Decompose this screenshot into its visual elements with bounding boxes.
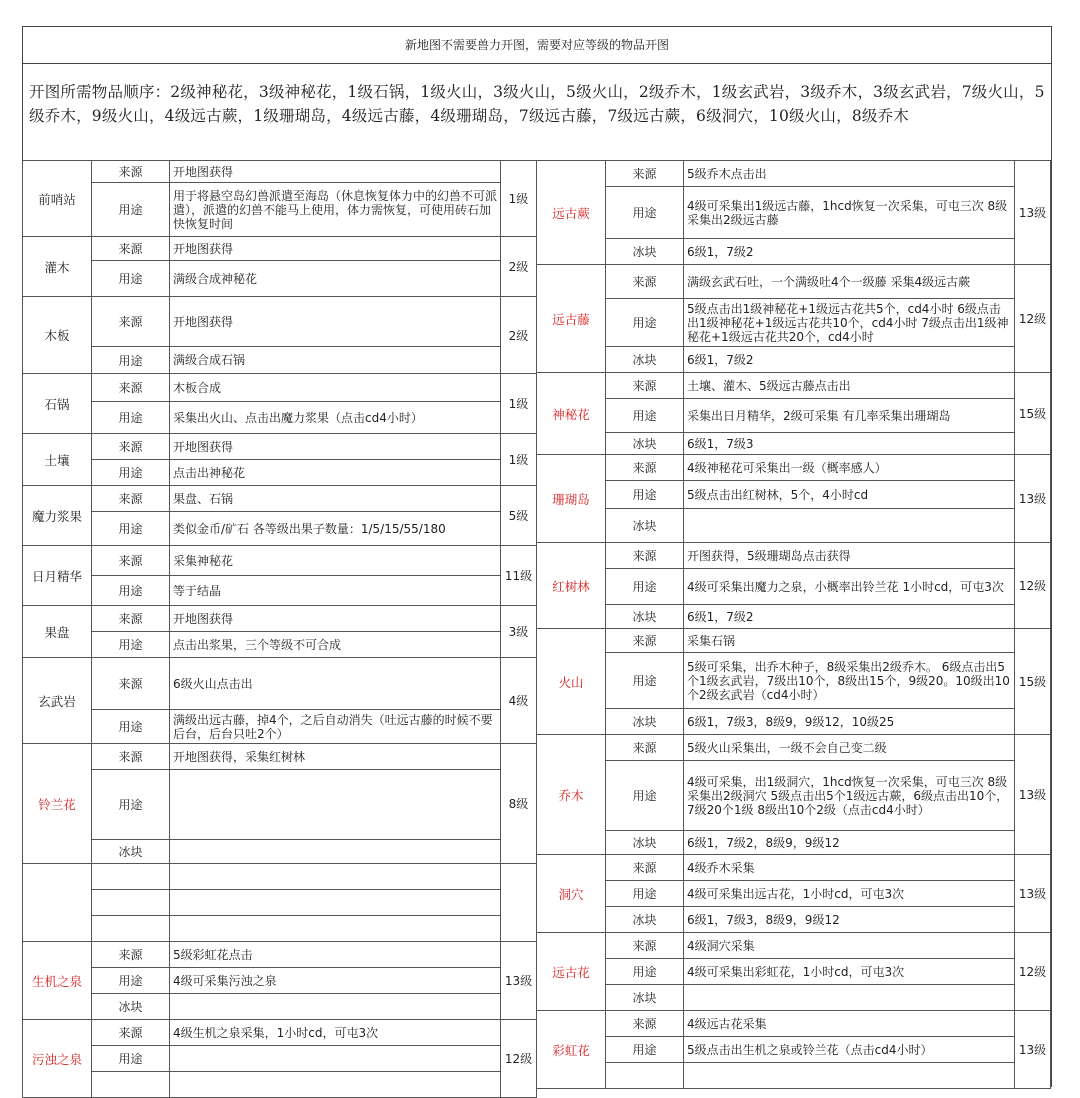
row-description-cell: 果盘、石锅 xyxy=(170,486,501,512)
table-row xyxy=(23,1046,537,1072)
row-type-cell: 用途 xyxy=(606,481,684,509)
table-row xyxy=(23,512,537,546)
item-name-cell: 珊瑚岛 xyxy=(537,455,606,543)
row-type-cell: 来源 xyxy=(606,735,684,761)
table-row xyxy=(537,735,1051,761)
table-row xyxy=(537,509,1051,543)
right-item-table xyxy=(536,160,1051,1089)
table-row xyxy=(23,347,537,374)
row-description-cell xyxy=(170,890,501,916)
table-row xyxy=(537,455,1051,481)
item-name-cell: 灌木 xyxy=(23,237,92,297)
table-row xyxy=(23,1072,537,1098)
item-name-cell: 远古藤 xyxy=(537,265,606,373)
item-name-cell: 石锅 xyxy=(23,374,92,434)
row-description-cell: 采集神秘花 xyxy=(170,546,501,576)
row-description-cell: 4级远古花采集 xyxy=(684,1011,1015,1037)
table-row xyxy=(537,653,1051,709)
row-description-cell: 5级彩虹花点击 xyxy=(170,942,501,968)
row-description-cell xyxy=(684,1063,1015,1089)
row-description-cell: 开地图获得，采集红树林 xyxy=(170,744,501,770)
row-description-cell: 4级洞穴采集 xyxy=(684,933,1015,959)
max-level-cell: 12级 xyxy=(1015,543,1051,629)
item-name-cell: 果盘 xyxy=(23,606,92,658)
table-row xyxy=(23,994,537,1020)
row-type-cell: 冰块 xyxy=(606,709,684,735)
table-row xyxy=(537,239,1051,265)
max-level-cell: 4级 xyxy=(501,658,537,744)
row-description-cell: 6级1，7级3，8级9，9级12，10级25 xyxy=(684,709,1015,735)
table-row xyxy=(23,183,537,237)
table-row xyxy=(23,632,537,658)
max-level-cell: 5级 xyxy=(501,486,537,546)
row-description-cell: 开地图获得 xyxy=(170,434,501,460)
max-level-cell: 1级 xyxy=(501,374,537,434)
row-description-cell: 6级1，7级2，8级9，9级12 xyxy=(684,831,1015,855)
row-description-cell: 6级火山点击出 xyxy=(170,658,501,710)
row-description-cell: 土壤、灌木、5级远古藤点击出 xyxy=(684,373,1015,399)
row-description-cell: 4级可采集出彩虹花，1小时cd，可屯3次 xyxy=(684,959,1015,985)
max-level-cell: 2级 xyxy=(501,237,537,297)
item-name-cell xyxy=(23,864,92,942)
row-type-cell: 用途 xyxy=(92,402,170,434)
item-name-cell: 远古花 xyxy=(537,933,606,1011)
max-level-cell: 13级 xyxy=(501,942,537,1020)
max-level-cell: 11级 xyxy=(501,546,537,606)
table-row xyxy=(23,770,537,840)
row-description-cell: 采集石锅 xyxy=(684,629,1015,653)
row-type-cell: 冰块 xyxy=(606,831,684,855)
table-row xyxy=(23,916,537,942)
left-item-table xyxy=(22,160,537,1098)
table-row xyxy=(537,1037,1051,1063)
max-level-cell: 13级 xyxy=(1015,735,1051,855)
max-level-cell: 13级 xyxy=(1015,855,1051,933)
row-type-cell: 用途 xyxy=(606,761,684,831)
max-level-cell: 12级 xyxy=(1015,265,1051,373)
row-description-cell: 4级生机之泉采集，1小时cd，可屯3次 xyxy=(170,1020,501,1046)
row-type-cell: 用途 xyxy=(92,632,170,658)
item-name-cell: 洞穴 xyxy=(537,855,606,933)
row-type-cell: 用途 xyxy=(606,959,684,985)
row-description-cell: 开地图获得 xyxy=(170,297,501,347)
row-description-cell: 4级可采集，出1级洞穴，1hcd恢复一次采集，可屯三次 8级采集出2级洞穴 5级点击出5个1级远古蕨，6级点击出10个，7级20个1级 8级出10个2级（点击cd4小时） xyxy=(684,761,1015,831)
row-type-cell: 冰块 xyxy=(606,985,684,1011)
table-row xyxy=(23,486,537,512)
row-type-cell: 来源 xyxy=(606,543,684,569)
row-type-cell: 来源 xyxy=(92,237,170,261)
row-type-cell: 用途 xyxy=(606,569,684,605)
row-description-cell: 开地图获得 xyxy=(170,606,501,632)
row-type-cell: 来源 xyxy=(606,629,684,653)
table-row xyxy=(23,402,537,434)
row-type-cell: 用途 xyxy=(92,770,170,840)
table-row xyxy=(23,606,537,632)
row-description-cell xyxy=(170,840,501,864)
page-title: 新地图不需要兽力开图，需要对应等级的物品开图 xyxy=(23,27,1051,64)
row-description-cell: 满级玄武石吐，一个满级吐4个一级藤 采集4级远古蕨 xyxy=(684,265,1015,299)
row-description-cell: 6级1，7级2 xyxy=(684,239,1015,265)
table-row xyxy=(537,959,1051,985)
row-type-cell xyxy=(92,890,170,916)
table-row xyxy=(23,576,537,606)
row-description-cell: 5级乔木点击出 xyxy=(684,161,1015,187)
table-row xyxy=(537,481,1051,509)
table-row xyxy=(537,709,1051,735)
row-type-cell: 来源 xyxy=(606,933,684,959)
table-row xyxy=(23,261,537,297)
row-type-cell xyxy=(92,864,170,890)
table-row xyxy=(23,161,537,183)
row-type-cell: 来源 xyxy=(92,434,170,460)
max-level-cell: 2级 xyxy=(501,297,537,374)
row-description-cell: 木板合成 xyxy=(170,374,501,402)
max-level-cell xyxy=(501,864,537,942)
table-row xyxy=(537,543,1051,569)
row-type-cell xyxy=(92,1072,170,1098)
table-row xyxy=(23,864,537,890)
table-row xyxy=(537,1011,1051,1037)
item-name-cell: 日月精华 xyxy=(23,546,92,606)
row-description-cell: 5级可采集，出乔木种子，8级采集出2级乔木。 6级点击出5个1级玄武岩，7级出10个，8级出15个，9级20。10级出10个2级玄武岩（cd4小时） xyxy=(684,653,1015,709)
row-description-cell xyxy=(684,509,1015,543)
row-type-cell: 用途 xyxy=(606,187,684,239)
table-row xyxy=(23,890,537,916)
row-description-cell: 5级点击出红树林，5个，4小时cd xyxy=(684,481,1015,509)
right-table-container xyxy=(536,160,1051,1089)
table-row xyxy=(23,374,537,402)
table-row xyxy=(537,933,1051,959)
row-description-cell xyxy=(170,770,501,840)
row-description-cell: 4级可采集出远古花，1小时cd，可屯3次 xyxy=(684,881,1015,907)
row-description-cell xyxy=(170,1046,501,1072)
row-type-cell: 来源 xyxy=(606,855,684,881)
row-type-cell: 来源 xyxy=(92,1020,170,1046)
row-type-cell: 来源 xyxy=(92,297,170,347)
max-level-cell: 13级 xyxy=(1015,455,1051,543)
table-row xyxy=(537,605,1051,629)
row-type-cell: 冰块 xyxy=(606,605,684,629)
table-row xyxy=(537,881,1051,907)
item-name-cell: 远古蕨 xyxy=(537,161,606,265)
row-description-cell: 点击出浆果，三个等级不可合成 xyxy=(170,632,501,658)
row-type-cell: 用途 xyxy=(606,1037,684,1063)
row-description-cell: 6级1，7级2 xyxy=(684,347,1015,373)
row-description-cell: 4级可采集污浊之泉 xyxy=(170,968,501,994)
row-description-cell xyxy=(684,985,1015,1011)
table-row xyxy=(537,347,1051,373)
max-level-cell: 1级 xyxy=(501,434,537,486)
table-row xyxy=(23,1020,537,1046)
item-name-cell: 生机之泉 xyxy=(23,942,92,1020)
table-row xyxy=(23,434,537,460)
row-type-cell: 用途 xyxy=(92,1046,170,1072)
row-type-cell: 冰块 xyxy=(606,347,684,373)
row-description-cell: 开地图获得 xyxy=(170,237,501,261)
row-type-cell: 用途 xyxy=(92,710,170,744)
row-type-cell: 用途 xyxy=(606,881,684,907)
table-row xyxy=(537,831,1051,855)
item-name-cell: 铃兰花 xyxy=(23,744,92,864)
row-type-cell: 用途 xyxy=(606,299,684,347)
row-description-cell: 5级点击出1级神秘花+1级远古花共5个，cd4小时 6级点击出1级神秘花+1级远古花共10个，cd4小时 7级点击出1级神秘花+1级远古花共20个，cd4小时 xyxy=(684,299,1015,347)
row-description-cell: 5级点击出生机之泉或铃兰花（点击cd4小时） xyxy=(684,1037,1015,1063)
item-name-cell: 魔力浆果 xyxy=(23,486,92,546)
row-type-cell: 冰块 xyxy=(606,239,684,265)
row-description-cell: 满级合成石锅 xyxy=(170,347,501,374)
row-type-cell: 冰块 xyxy=(606,433,684,455)
table-row xyxy=(23,658,537,710)
row-description-cell xyxy=(170,916,501,942)
table-row xyxy=(537,299,1051,347)
table-row xyxy=(537,1063,1051,1089)
item-name-cell: 火山 xyxy=(537,629,606,735)
row-type-cell: 来源 xyxy=(606,265,684,299)
row-description-cell xyxy=(170,1072,501,1098)
row-type-cell: 来源 xyxy=(92,546,170,576)
item-name-cell: 玄武岩 xyxy=(23,658,92,744)
row-type-cell: 用途 xyxy=(606,399,684,433)
row-type-cell xyxy=(92,916,170,942)
row-description-cell: 采集出日月精华，2级可采集 有几率采集出珊瑚岛 xyxy=(684,399,1015,433)
row-type-cell: 来源 xyxy=(92,374,170,402)
row-type-cell: 用途 xyxy=(92,968,170,994)
table-row xyxy=(537,985,1051,1011)
table-row xyxy=(23,942,537,968)
table-row xyxy=(23,968,537,994)
table-row xyxy=(537,569,1051,605)
table-row xyxy=(537,265,1051,299)
row-type-cell: 来源 xyxy=(606,161,684,187)
row-type-cell: 用途 xyxy=(92,512,170,546)
table-row xyxy=(23,744,537,770)
row-type-cell: 来源 xyxy=(92,942,170,968)
row-description-cell xyxy=(170,864,501,890)
row-description-cell: 4级乔木采集 xyxy=(684,855,1015,881)
table-row xyxy=(537,855,1051,881)
table-row xyxy=(537,907,1051,933)
row-description-cell: 点击出神秘花 xyxy=(170,460,501,486)
row-description-cell: 等于结晶 xyxy=(170,576,501,606)
max-level-cell: 13级 xyxy=(1015,1011,1051,1089)
row-type-cell: 来源 xyxy=(606,455,684,481)
table-row xyxy=(23,710,537,744)
row-type-cell: 来源 xyxy=(606,1011,684,1037)
max-level-cell: 12级 xyxy=(501,1020,537,1098)
row-type-cell: 用途 xyxy=(92,183,170,237)
row-description-cell: 采集出火山、点击出魔力浆果（点击cd4小时） xyxy=(170,402,501,434)
item-name-cell: 污浊之泉 xyxy=(23,1020,92,1098)
item-name-cell: 木板 xyxy=(23,297,92,374)
row-type-cell: 冰块 xyxy=(92,994,170,1020)
row-description-cell: 6级1，7级3 xyxy=(684,433,1015,455)
row-type-cell xyxy=(606,1063,684,1089)
row-type-cell: 来源 xyxy=(92,658,170,710)
row-type-cell: 来源 xyxy=(92,606,170,632)
table-row xyxy=(23,546,537,576)
item-name-cell: 彩虹花 xyxy=(537,1011,606,1089)
row-type-cell: 用途 xyxy=(92,347,170,374)
row-description-cell: 开图获得，5级珊瑚岛点击获得 xyxy=(684,543,1015,569)
table-row xyxy=(23,840,537,864)
table-row xyxy=(537,187,1051,239)
row-type-cell: 用途 xyxy=(92,261,170,297)
table-row xyxy=(537,433,1051,455)
row-description-cell: 6级1，7级2 xyxy=(684,605,1015,629)
row-description-cell: 满级出远古藤，掉4个，之后自动消失（吐远古藤的时候不要后台，后台只吐2个） xyxy=(170,710,501,744)
max-level-cell: 1级 xyxy=(501,161,537,237)
row-type-cell: 冰块 xyxy=(606,509,684,543)
row-description-cell xyxy=(170,994,501,1020)
item-name-cell: 前哨站 xyxy=(23,161,92,237)
max-level-cell: 15级 xyxy=(1015,373,1051,455)
table-row xyxy=(537,161,1051,187)
row-description-cell: 满级合成神秘花 xyxy=(170,261,501,297)
table-row xyxy=(23,460,537,486)
row-type-cell: 来源 xyxy=(92,161,170,183)
max-level-cell: 15级 xyxy=(1015,629,1051,735)
table-row xyxy=(23,237,537,261)
row-type-cell: 冰块 xyxy=(606,907,684,933)
row-type-cell: 来源 xyxy=(606,373,684,399)
row-description-cell: 类似金币/矿石 各等级出果子数量：1/5/15/55/180 xyxy=(170,512,501,546)
row-type-cell: 用途 xyxy=(606,653,684,709)
table-row xyxy=(537,761,1051,831)
item-name-cell: 红树林 xyxy=(537,543,606,629)
max-level-cell: 8级 xyxy=(501,744,537,864)
table-row xyxy=(23,297,537,347)
row-type-cell: 冰块 xyxy=(92,840,170,864)
row-description-cell: 4级神秘花可采集出一级（概率感人） xyxy=(684,455,1015,481)
table-row xyxy=(537,629,1051,653)
item-name-cell: 土壤 xyxy=(23,434,92,486)
row-type-cell: 来源 xyxy=(92,744,170,770)
row-description-cell: 4级可采集出魔力之泉，小概率出铃兰花 1小时cd，可屯3次 xyxy=(684,569,1015,605)
row-description-cell: 4级可采集出1级远古藤，1hcd恢复一次采集，可屯三次 8级采集出2级远古藤 xyxy=(684,187,1015,239)
row-description-cell: 6级1，7级3，8级9，9级12 xyxy=(684,907,1015,933)
max-level-cell: 13级 xyxy=(1015,161,1051,265)
max-level-cell: 3级 xyxy=(501,606,537,658)
table-row xyxy=(537,399,1051,433)
row-description-cell: 开地图获得 xyxy=(170,161,501,183)
max-level-cell: 12级 xyxy=(1015,933,1051,1011)
left-table-container xyxy=(22,160,537,1098)
row-type-cell: 来源 xyxy=(92,486,170,512)
unlock-order-text: 开图所需物品顺序：2级神秘花，3级神秘花，1级石锅，1级火山，3级火山，5级火山，2级乔木，1级玄武岩，3级乔木，3级玄武岩，7级火山，5级乔木，9级火山，4级远古蕨，1级珊瑚岛，4级远古藤，4级珊瑚岛，7级远古藤，7级远古蕨，6级洞穴，10级火山，8级乔木 xyxy=(23,64,1051,161)
item-name-cell: 神秘花 xyxy=(537,373,606,455)
table-row xyxy=(537,373,1051,399)
item-name-cell: 乔木 xyxy=(537,735,606,855)
row-type-cell: 用途 xyxy=(92,576,170,606)
row-description-cell: 用于将悬空岛幻兽派遣至海岛（休息恢复体力中的幻兽不可派遣），派遣的幻兽不能马上使用，体力需恢复，可使用砖石加快恢复时间 xyxy=(170,183,501,237)
row-description-cell: 5级火山采集出，一级不会自己变二级 xyxy=(684,735,1015,761)
row-type-cell: 用途 xyxy=(92,460,170,486)
